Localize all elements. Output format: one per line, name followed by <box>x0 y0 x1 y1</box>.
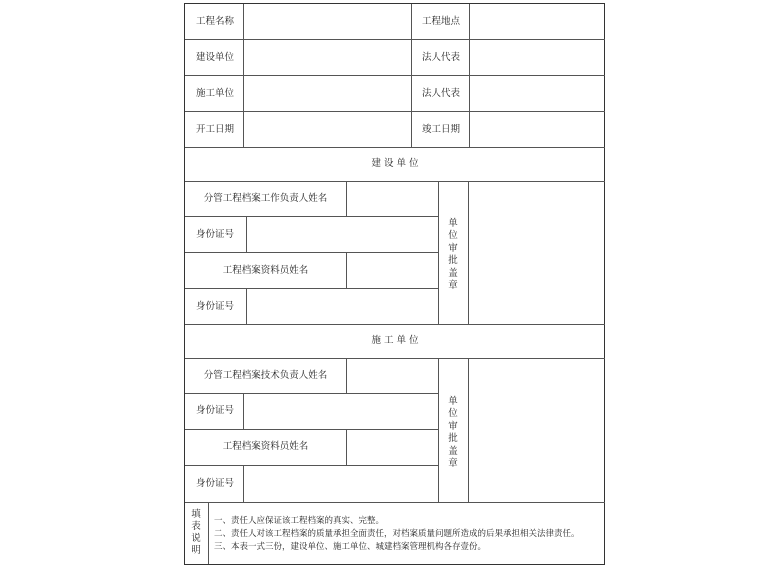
row-divider <box>185 358 605 359</box>
col-divider <box>246 288 247 324</box>
instruction-item: 二、责任人对该工程档案的质量承担全面责任，对档案质量问题所造成的后果承担相关法律责任。 <box>214 529 580 539</box>
technical-responsible-name-label: 分管工程档案技术负责人姓名 <box>203 370 328 381</box>
legal-rep-label: 法人代表 <box>422 88 461 99</box>
row-divider <box>185 393 438 394</box>
completion-date-label: 竣工日期 <box>422 124 461 135</box>
id-number-label: 身份证号 <box>196 229 235 240</box>
row-divider <box>185 147 605 148</box>
unit-seal-label: 单位审批盖章 <box>448 218 458 292</box>
col-divider <box>438 181 439 324</box>
col-divider <box>246 216 247 252</box>
start-date-label: 开工日期 <box>196 124 235 135</box>
col-divider <box>208 502 209 564</box>
col-divider <box>243 4 244 147</box>
archive-responsibility-form <box>184 3 605 565</box>
row-divider <box>185 111 605 112</box>
col-divider <box>346 429 347 465</box>
unit-seal-label: 单位审批盖章 <box>448 396 458 470</box>
instruction-item: 三、本表一式三份，建设单位、施工单位、城建档案管理机构各存壹份。 <box>214 542 487 552</box>
row-divider <box>185 39 605 40</box>
archivist-name-label: 工程档案资料员姓名 <box>222 265 309 276</box>
contractor-unit-label: 施工单位 <box>196 88 235 99</box>
col-divider <box>469 4 470 147</box>
col-divider <box>243 393 244 429</box>
row-divider <box>185 181 605 182</box>
id-number-label: 身份证号 <box>196 478 235 489</box>
responsible-name-label: 分管工程档案工作负责人姓名 <box>203 193 328 204</box>
col-divider <box>346 252 347 288</box>
row-divider <box>185 288 438 289</box>
col-divider <box>243 465 244 502</box>
col-divider <box>468 358 469 502</box>
col-divider <box>438 358 439 502</box>
row-divider <box>185 502 605 503</box>
id-number-label: 身份证号 <box>196 405 235 416</box>
builder-unit-header: 施 工 单 位 <box>371 335 419 346</box>
row-divider <box>185 465 438 466</box>
row-divider <box>185 324 605 325</box>
row-divider <box>185 216 438 217</box>
legal-rep-label: 法人代表 <box>422 52 461 63</box>
project-location-label: 工程地点 <box>422 16 461 27</box>
row-divider <box>185 429 438 430</box>
col-divider <box>346 358 347 393</box>
archivist-name-label: 工程档案资料员姓名 <box>222 441 309 452</box>
fill-instructions-label: 填表说明 <box>191 509 201 556</box>
col-divider <box>346 181 347 216</box>
client-unit-label: 建设单位 <box>196 52 235 63</box>
instruction-item: 一、责任人应保证该工程档案的真实、完整。 <box>214 516 385 526</box>
row-divider <box>185 75 605 76</box>
project-name-label: 工程名称 <box>196 16 235 27</box>
id-number-label: 身份证号 <box>196 301 235 312</box>
col-divider <box>468 181 469 324</box>
construction-unit-header: 建 设 单 位 <box>371 158 419 169</box>
row-divider <box>185 252 438 253</box>
col-divider <box>411 4 412 147</box>
